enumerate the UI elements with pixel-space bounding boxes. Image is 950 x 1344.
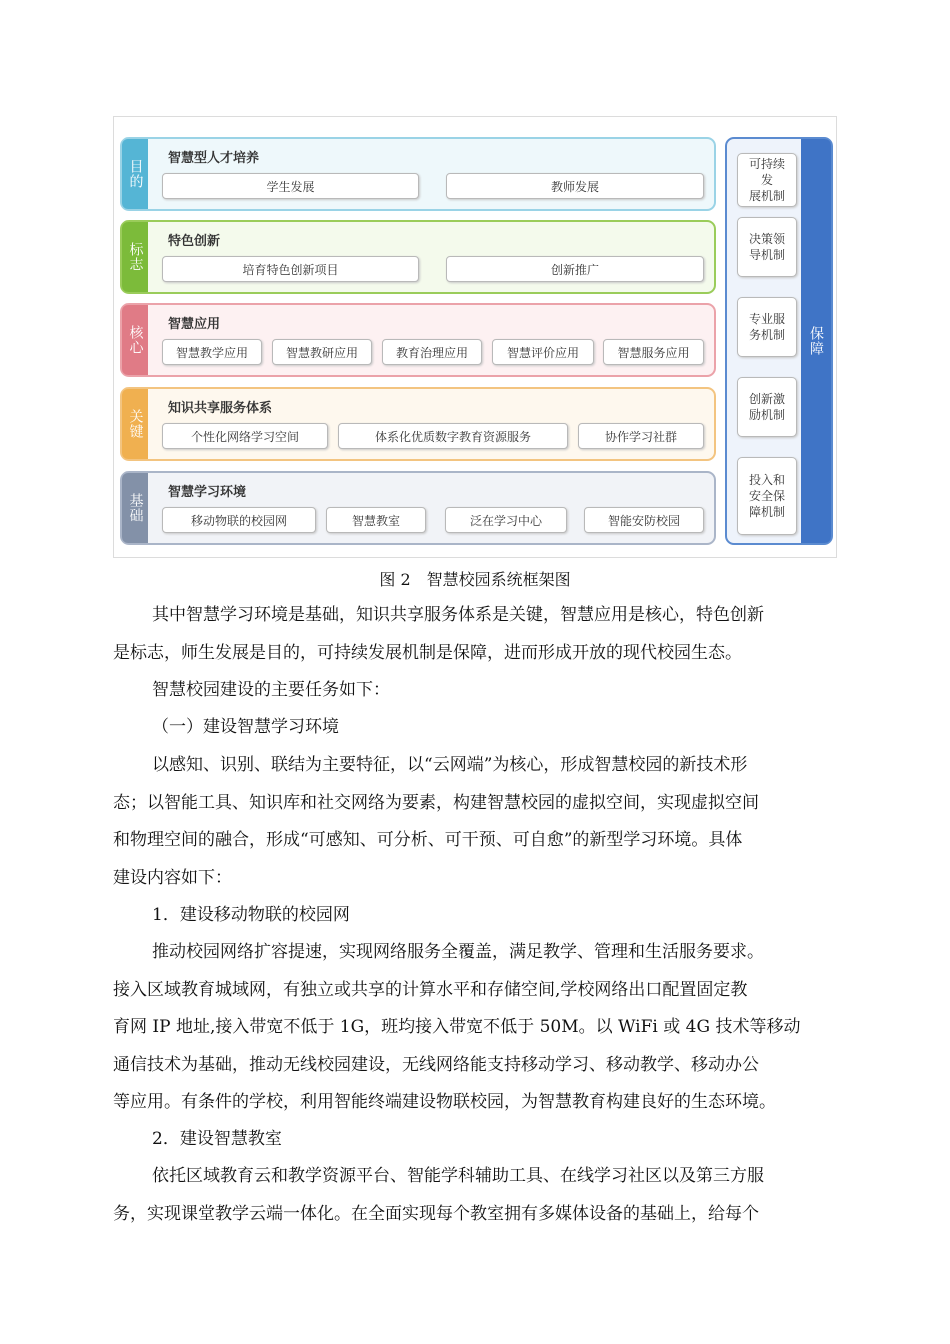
text-line: （一）建设智慧学习环境 (152, 717, 339, 737)
text-line: 智慧校园建设的主要任务如下： (152, 680, 390, 700)
layer-tag: 基础 (122, 473, 148, 543)
layer-item: 智能安防校园 (584, 507, 704, 533)
layer-tag: 标志 (122, 222, 148, 292)
text-line: 育网 IP 地址,接入带宽不低于 1G，班均接入带宽不低于 50M。以 WiFi 或 4G 技术等移动 (113, 1017, 801, 1037)
layer-core (120, 303, 716, 377)
text-line: 等应用。有条件的学校，利用智能终端建设物联校园，为智慧教育构建良好的生态环境。 (113, 1092, 776, 1112)
layer-goal (120, 137, 716, 211)
text-line: 以感知、识别、联结为主要特征，以“云网端”为核心，形成智慧校园的新技术形 (152, 755, 748, 775)
text-line: 依托区域教育云和教学资源平台、智能学科辅助工具、在线学习社区以及第三方服 (152, 1166, 764, 1186)
layer-tag: 目的 (122, 139, 148, 209)
guarantee-item: 创新激 励机制 (737, 377, 797, 437)
text-line: 建设内容如下： (113, 867, 232, 888)
guarantee-item: 可持续发 展机制 (737, 153, 797, 207)
layer-item: 创新推广 (446, 256, 704, 282)
text-line: 和物理空间的融合，形成“可感知、可分析、可干预、可自愈”的新型学习环境。具体 (113, 830, 743, 850)
layer-item: 泛在学习中心 (445, 507, 567, 533)
guarantee-column (725, 137, 833, 545)
layer-title: 特色创新 (168, 234, 221, 249)
layer-item: 学生发展 (162, 173, 419, 199)
framework-figure (113, 116, 837, 558)
subsection-heading (113, 897, 837, 935)
text-line: 通信技术为基础，推动无线校园建设，无线网络能支持移动学习、移动教学、移动办公 (113, 1054, 759, 1075)
layer-item: 教育治理应用 (382, 339, 482, 365)
layer-title: 知识共享服务体系 (168, 401, 273, 416)
layer-item: 智慧服务应用 (603, 339, 704, 365)
layer-item: 智慧评价应用 (492, 339, 594, 365)
guarantee-item: 专业服 务机制 (737, 297, 797, 357)
text-line: 推动校园网络扩容提速，实现网络服务全覆盖，满足教学、管理和生活服务要求。 (152, 942, 764, 962)
layer-item: 移动物联的校园网 (162, 507, 316, 533)
text-line: 接入区域教育城域网，有独立或共享的计算水平和存储空间,学校网络出口配置固定教 (113, 979, 748, 1000)
paragraph (113, 747, 837, 897)
layer-item: 智慧教研应用 (272, 339, 372, 365)
paragraph (113, 934, 837, 1122)
paragraph (113, 1158, 837, 1233)
layer-title: 智慧应用 (168, 317, 221, 332)
layer-item: 智慧教学应用 (162, 339, 262, 365)
text-line: 务，实现课堂教学云端一体化。在全面实现每个教室拥有多媒体设备的基础上，给每个 (113, 1203, 759, 1224)
layer-tag: 关键 (122, 389, 148, 459)
text-line: 其中智慧学习环境是基础，知识共享服务体系是关键，智慧应用是核心，特色创新 (152, 605, 764, 625)
guarantee-tag: 保障 (801, 139, 831, 543)
text-line: 是标志，师生发展是目的，可持续发展机制是保障，进而形成开放的现代校园生态。 (113, 642, 742, 663)
text-line: 2．建设智慧教室 (152, 1129, 282, 1149)
paragraph (113, 672, 837, 710)
subsection-heading (113, 1121, 837, 1159)
layer-item: 培育特色创新项目 (162, 256, 419, 282)
guarantee-item: 决策领 导机制 (737, 217, 797, 277)
layer-foundation (120, 471, 716, 545)
text-line: 1．建设移动物联的校园网 (152, 905, 350, 925)
layer-title: 智慧学习环境 (168, 485, 247, 500)
layer-item: 协作学习社群 (578, 423, 704, 449)
layer-title: 智慧型人才培养 (168, 151, 260, 166)
text-line: 态；以智能工具、知识库和社交网络为要素，构建智慧校园的虚拟空间，实现虚拟空间 (113, 792, 759, 813)
guarantee-item: 投入和 安全保 障机制 (737, 457, 797, 535)
layer-item: 个性化网络学习空间 (162, 423, 328, 449)
layer-item: 智慧教室 (326, 507, 426, 533)
figure-caption: 图 2 智慧校园系统框架图 (379, 570, 571, 589)
layer-sign (120, 220, 716, 294)
layer-tag: 核心 (122, 305, 148, 375)
layer-item: 体系化优质数字教育资源服务 (338, 423, 568, 449)
section-heading (113, 709, 837, 747)
paragraph (113, 597, 837, 672)
layer-key (120, 387, 716, 461)
layer-item: 教师发展 (446, 173, 704, 199)
